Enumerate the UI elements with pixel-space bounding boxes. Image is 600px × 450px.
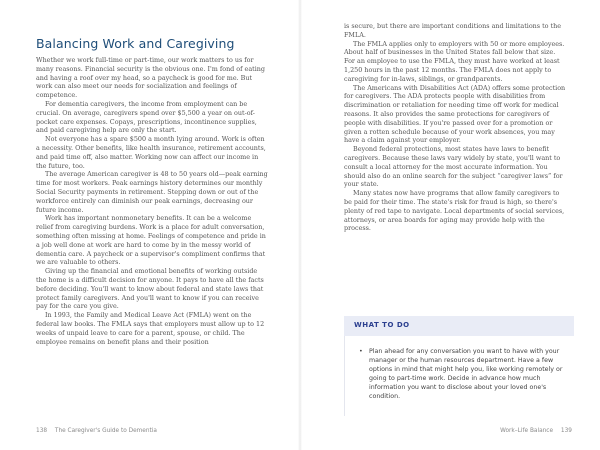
paragraph: Work has important nonmonetary benefits. It can be a welcome relief from caregiving burdens. Work is a place for adult conversation, something often missing at home. Feelings of competence and pride in a job well done at work are hard to come by in the messy world of dementia care. A paycheck or a supervisor's compliment confirms that we are valuable to others. [36,214,266,267]
chapter-title: Work–Life Balance [500,428,554,434]
continued-paragraph: is secure, but there are important conditions and limitations to the FMLA. [344,22,562,39]
right-footer [500,428,572,434]
section-heading: Balancing Work and Caregiving [36,36,235,51]
left-footer [36,428,157,434]
paragraph: Many states now have programs that allow family caregivers to be paid for their time. The state's risk for fraud is high, so there's plenty of red tape to navigate. Local departments of social services, attorneys, or area boards for aging may provide help with the process. [344,189,565,233]
left-body-text [36,56,268,346]
what-to-do-title: WHAT TO DO [354,321,410,329]
tips-list [359,348,571,401]
book-gutter [298,0,302,450]
paragraph: For dementia caregivers, the income from employment can be crucial. On average, caregivers spend over $5,500 a year on out-of-pocket care expenses. Copays, prescriptions, incontinence supplies, and paid caregiving help are only the start. [36,99,257,135]
paragraph: The FMLA applies only to employers with 50 or more employees. About half of businesses in the United States fall below that size. For an employee to use the FMLA, they must have worked at least 1,250 hours in the past 12 months. The FMLA does not apply to caregiving for in-laws, siblings, or grandparents. [344,39,565,83]
what-to-do-header [344,316,574,336]
right-body-text [344,22,566,233]
paragraph: Beyond federal protections, most states have laws to benefit caregivers. Because these laws vary widely by state, you'll want to consult a local attorney for the most accurate information. You should also do an online search for the subject “caregiver laws” for your state. [344,145,563,189]
page-number-right: 139 [560,428,572,434]
book-title: The Caregiver's Guide to Dementia [54,428,157,434]
tip-item: • Plan ahead for any conversation you want to have with your manager or the human resources department. Have a few options in mind that might help you, like working remotely or going to part-time work. Decide in advance how much information you want to disclose about your loved one's condition. [359,348,571,401]
paragraph: Whether we work full-time or part-time, our work matters to us for many reasons. Financial security is the obvious one. I'm fond of eating and having a roof over my head, so a paycheck is good for me. But work can also meet our needs for socialization and feelings of competence. [36,56,265,100]
paragraph: The Americans with Disabilities Act (ADA) offers some protection for caregivers. The ADA protects people with disabilities from discrimination or retaliation for needing time off work for medical reasons. It also provides the same protections for caregivers of people with disabilities. If you're passed over for a promotion or given a rotten schedule because of your work absences, you may have a claim against your employer. [344,83,566,145]
page-number-left: 138 [36,428,48,434]
paragraph: Not everyone has a spare $500 a month lying around. Work is often a necessity. Other benefits, like health insurance, retirement accounts, and paid time off, also matter. Working now can affect our income in the future, too. [36,135,266,170]
paragraph: Giving up the financial and emotional benefits of working outside the home is a difficult decision for anyone. It pays to have all the facts before deciding. You'll want to know about federal and state laws that protect family caregivers. And you'll want to know if you can receive pay for the care you give. [36,267,264,311]
paragraph: The average American caregiver is 48 to 50 years old—peak earning time for most workers. Peak earnings history determines our monthly Social Security payments in retirement. Stepping down or out of the workforce entirely can diminish our peak earnings, decreasing our future income. [36,170,268,214]
what-to-do-box [344,336,575,416]
paragraph: In 1993, the Family and Medical Leave Act (FMLA) went on the federal law books. The FMLA says that employers must allow up to 12 weeks of unpaid leave to care for a parent, spouse, or child. The employee remains on benefit plans and their position [36,311,265,346]
